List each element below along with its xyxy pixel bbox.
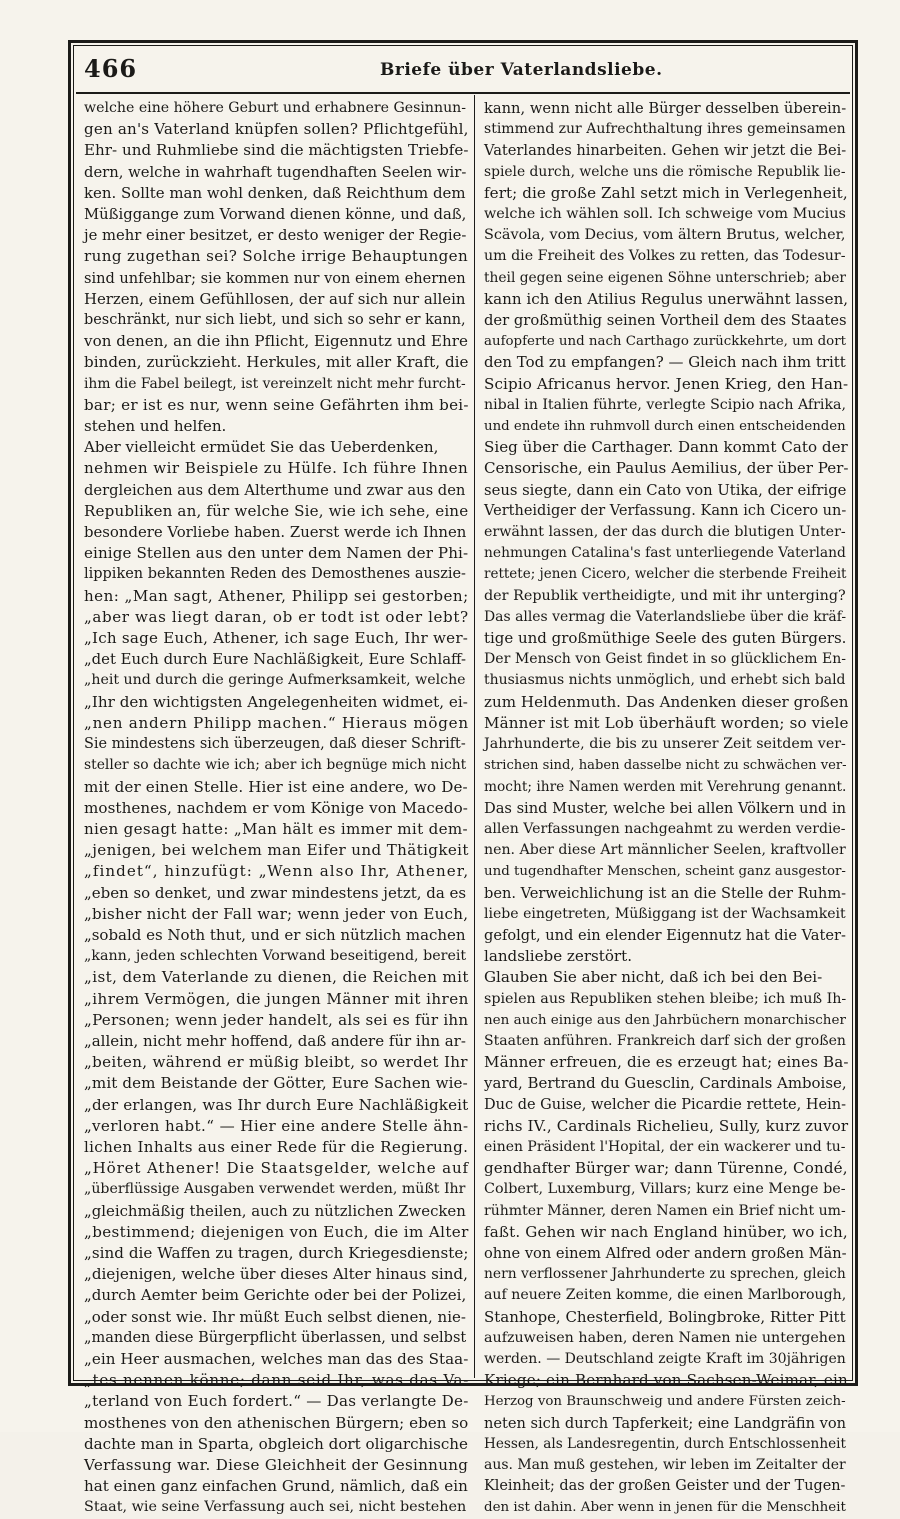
text-line: spiele durch, welche uns die römische Republik lie- [484,163,846,180]
text-line: nen auch einige aus den Jahrbüchern monarchischer [484,1011,846,1028]
text-line: und endete ihn ruhmvoll durch einen entscheidenden [484,419,846,435]
text-line: lippiken bekannten Reden des Demosthenes auszie- [84,566,466,583]
text-line: steller so dachte wie ich; aber ich begnüge mich nicht [84,757,467,774]
text-line: Hessen, als Landesregentin, durch Entschlossenheit [484,1435,846,1452]
text-line: ohne von einem Alfred oder andern großen Män- [484,1244,847,1262]
text-line: „diejenigen, welche über dieses Alter hinaus sind, [84,1265,468,1284]
text-line: Herzog von Braunschweig und andere Fürsten zeich- [484,1394,846,1410]
text-line: rettete; jenen Cicero, welcher die sterbende Freiheit [484,566,847,583]
text-line: „terland von Euch fordert.“ — Das verlangte De- [84,1392,469,1411]
text-line: „det Euch durch Eure Nachläßigkeit, Eure Schlaff- [84,651,467,669]
text-line: nehmen wir Beispiele zu Hülfe. Ich führe Ihnen [84,459,469,478]
text-line: mocht; ihre Namen werden mit Verehrung genannt. [484,778,847,795]
text-line: neten sich durch Tapferkeit; eine Landgräfin von [484,1414,847,1432]
text-line: stimmend zur Aufrechthaltung ihres gemeinsamen [484,121,846,138]
text-line: Herzen, einem Gefühllosen, der auf sich nur allein [84,289,466,308]
text-line: den ist dahin. Aber wenn in jenen für die Menschheit [484,1500,846,1516]
text-line: von denen, an die ihn Pflicht, Eigennutz und Ehre [84,332,468,351]
text-line: auf neuere Zeiten komme, die einen Marlborough, [484,1287,847,1304]
text-line: Scävola, vom Decius, vom ältern Brutus, welcher, [484,227,846,244]
text-line: aus. Man muß gestehen, wir leben im Zeitalter der [484,1457,846,1473]
text-line: einen Präsident l'Hopital, der ein wackerer und tu- [484,1138,846,1155]
text-line: mit der einen Stelle. Hier ist eine andere, wo De- [84,777,468,796]
text-line: mosthenes von den athenischen Bürgern; eben so [84,1413,469,1432]
text-line: Staaten anführen. Frankreich darf sich der großen [484,1032,846,1049]
text-line: seus siegte, dann ein Cato von Utika, der eifrige [484,481,847,499]
running-title: Briefe über Vaterlandsliebe. [380,60,663,80]
text-line: spielen aus Republiken stehen bleibe; ich muß Ih- [484,990,847,1007]
text-line: und tugendhafter Menschen, scheint ganz ausgestor- [484,864,846,880]
text-line: „ist, dem Vaterlande zu dienen, die Reichen mit [84,968,469,987]
text-line: Männer ist mit Lob überhäuft worden; so viele [484,713,849,732]
text-line: sind unfehlbar; sie kommen nur von einem ehernen [84,269,466,287]
text-line: je mehr einer besitzet, er desto weniger der Regie- [84,227,467,245]
text-line: strichen sind, haben dasselbe nicht zu schwächen ver- [484,758,847,774]
text-line: „Ich sage Euch, Athener, ich sage Euch, Ihr wer- [84,629,469,648]
text-line: „ihrem Vermögen, die jungen Männer mit ihren [84,989,469,1008]
text-line: „aber was liegt daran, ob er todt ist oder lebt? [84,607,469,626]
text-line: Colbert, Luxemburg, Villars; kurz eine Menge be- [484,1181,846,1198]
text-line: stehen und helfen. [84,417,227,436]
text-line: Kleinheit; das der großen Geister und der Tugen- [484,1478,846,1495]
text-line: der großmüthig seinen Vortheil dem des Staates [484,312,847,330]
text-line: „jenigen, bei welchem man Eifer und Thätigkeit [84,841,469,860]
text-line: Stanhope, Chesterfield, Bolingbroke, Ritter Pitt [484,1307,846,1326]
text-line: richs IV., Cardinals Richelieu, Sully, kurz zuvor [484,1116,849,1135]
text-line: Das sind Muster, welche bei allen Völkern und in [484,799,847,817]
text-line: Der Mensch von Geist findet in so glücklichem En- [484,651,847,668]
text-line: Jahrhunderte, die bis zu unserer Zeit seitdem ver- [484,736,846,753]
text-line: Männer erfreuen, die es erzeugt hat; eines Ba- [484,1053,849,1072]
text-line: aufzuweisen haben, deren Namen nie untergehen [484,1329,846,1346]
text-line: ben. Verweichlichung ist an die Stelle der Ruhm- [484,884,847,902]
text-line: liebe eingetreten, Müßiggang ist der Wachsamkeit [484,905,846,922]
text-line: binden, zurückzieht. Herkules, mit aller Kraft, die [84,353,469,372]
text-line: der Republik vertheidigte, und mit ihr unterging? [484,587,846,604]
text-line: „kann, jeden schlechten Vorwand beseitigend, bereit [84,948,467,965]
text-line: kann ich den Atilius Regulus unerwähnt lassen, [484,289,849,308]
text-line: „überflüssige Ausgaben verwendet werden, müßt Ihr [84,1181,466,1198]
text-line: „sobald es Noth thut, und er sich nützlich machen [84,925,466,944]
text-line: Ehr- und Ruhmliebe sind die mächtigsten Triebfe- [84,141,469,160]
text-line: ken. Sollte man wohl denken, daß Reichthum dem [84,183,466,202]
text-line: Republiken an, für welche Sie, wie ich sehe, eine [84,501,469,520]
text-line: „der erlangen, was Ihr durch Eure Nachläßigkeit [84,1095,469,1114]
text-line: „manden diese Bürgerpflicht überlassen, und selbst [84,1329,467,1346]
text-line: erwähnt lassen, der das durch die blutigen Unter- [484,524,846,541]
text-line: dergleichen aus dem Alterthume und zwar aus den [84,481,466,499]
text-line: besondere Vorliebe haben. Zuerst werde ich Ihnen [84,523,467,542]
text-line: „mit dem Beistande der Götter, Eure Sachen wie- [84,1074,468,1093]
text-line: fert; die große Zahl setzt mich in Verlegenheit, [484,183,848,202]
text-line: mosthenes, nachdem er vom Könige von Macedo- [84,798,468,817]
text-line: werden. — Deutschland zeigte Kraft im 30jährigen [484,1350,846,1367]
text-line: Sie mindestens sich überzeugen, daß dieser Schrift- [84,736,466,753]
page-number: 466 [84,54,138,83]
text-line: nehmungen Catalina's fast unterliegende Vaterland [484,545,846,562]
text-line: Scipio Africanus hervor. Jenen Krieg, den Han- [484,374,849,393]
column-divider [474,95,475,1378]
text-line: „findet“, hinzufügt: „Wenn also Ihr, Athener, [84,862,470,881]
text-line: Staat, wie seine Verfassung auch sei, nicht bestehen [84,1499,467,1516]
text-line: beschränkt, nur sich liebt, und sich so sehr er kann, [84,312,466,329]
text-line: „Ihr den wichtigsten Angelegenheiten widmet, ei- [84,692,468,711]
text-line: Verfassung war. Diese Gleichheit der Gesinnung [84,1456,469,1474]
text-line: Duc de Guise, welcher die Picardie rettete, Hein- [484,1096,846,1113]
text-line: kann, wenn nicht alle Bürger desselben überein- [484,100,847,117]
text-line: „ein Heer ausmachen, welches man das des Staa- [84,1349,469,1368]
text-line: Kriege; ein Bernhard von Sachsen-Weimar, ein [484,1371,848,1390]
page-header [80,52,846,92]
text-line: „Höret Athener! Die Staatsgelder, welche auf [84,1159,469,1178]
text-line: Censorische, ein Paulus Aemilius, der über Per- [484,459,849,478]
text-line: rühmter Männer, deren Namen ein Brief nicht um- [484,1202,846,1219]
text-line: tige und großmüthige Seele des guten Bürgers. [484,629,847,648]
text-line: theil gegen seine eigenen Söhne unterschrieb; aber [484,269,846,286]
left-column [84,98,470,1516]
text-line: gendhafter Bürger war; dann Türenne, Condé, [484,1159,848,1178]
text-line: „Personen; wenn jeder handelt, als sei es für ihn [84,1010,469,1029]
text-line: welche ich wählen soll. Ich schweige vom Mucius [484,206,846,223]
text-line: „beiten, während er müßig bleibt, so werdet Ihr [84,1053,468,1072]
text-line: rung zugethan sei? Solche irrige Behauptungen [84,247,469,266]
text-line: „bisher nicht der Fall war; wenn jeder von Euch, [84,904,469,923]
text-line: lichen Inhalts aus einer Rede für die Regierung. [84,1137,469,1156]
text-line: Aber vielleicht ermüdet Sie das Ueberdenken, [84,438,439,457]
text-line: bar; er ist es nur, wenn seine Gefährten ihm bei- [84,395,469,414]
text-line: Glauben Sie aber nicht, daß ich bei den Bei- [484,968,823,987]
text-line: den Tod zu empfangen? — Gleich nach ihm tritt [484,353,846,372]
text-line: Sieg über die Carthager. Dann kommt Cato der [484,438,848,457]
text-line: landsliebe zerstört. [484,947,633,966]
text-line: dern, welche in wahrhaft tugendhaften Seelen wir- [84,163,467,181]
right-column [484,98,849,1516]
text-line: „sind die Waffen zu tragen, durch Kriegesdienste; [84,1243,469,1262]
text-line: Müßiggange zum Vorwand dienen könne, und daß, [84,206,467,224]
text-line: zum Heldenmuth. Das Andenken dieser großen [484,692,849,711]
text-line: um die Freiheit des Volkes zu retten, das Todesur- [484,248,846,265]
text-line: hen: „Man sagt, Athener, Philipp sei gestorben; [84,586,469,605]
text-line: welche eine höhere Geburt und erhabnere Gesinnun- [84,100,467,116]
text-line: gen an's Vaterland knüpfen sollen? Pflichtgefühl, [84,120,469,139]
text-line: „tes nennen könne; dann seid Ihr, was das Va- [84,1371,470,1390]
text-line: „bestimmend; diejenigen von Euch, die im Alter [84,1222,469,1241]
text-line: „nen andern Philipp machen.“ Hieraus mögen [84,713,469,732]
text-line: „heit und durch die geringe Aufmerksamkeit, welche [84,672,466,689]
text-line: nen. Aber diese Art männlicher Seelen, kraftvoller [484,842,846,859]
text-line: thusiasmus nichts unmöglich, und erhebt sich bald [484,672,846,689]
text-line: nern verflossener Jahrhunderte zu sprechen, gleich [484,1266,846,1283]
text-line: ihm die Fabel beilegt, ist vereinzelt nicht mehr furcht- [84,375,466,392]
text-line: „allein, nicht mehr hoffend, daß andere für ihn ar- [84,1031,466,1050]
text-line: „durch Aemter beim Gerichte oder bei der Polizei, [84,1286,467,1305]
text-line: faßt. Gehen wir nach England hinüber, wo ich, [484,1222,848,1241]
text-line: Vaterlandes hinarbeiten. Gehen wir jetzt die Bei- [484,142,847,160]
header-rule [76,92,850,94]
text-line: Das alles vermag die Vaterlandsliebe über die kräf- [484,608,847,625]
text-line: „oder sonst wie. Ihr müßt Euch selbst dienen, nie- [84,1307,466,1326]
text-line: „gleichmäßig theilen, auch zu nützlichen Zwecken [84,1201,466,1220]
text-line: yard, Bertrand du Guesclin, Cardinals Amboise, [484,1074,847,1093]
text-line: „eben so denket, und zwar mindestens jetzt, da es [84,883,467,902]
text-line: gefolgt, und ein elender Eigennutz hat die Vater- [484,926,846,944]
text-line: nibal in Italien führte, verlegte Scipio nach Afrika, [484,396,846,413]
text-line: einige Stellen aus den unter dem Namen der Phi- [84,544,469,563]
text-line: „verloren habt.“ — Hier eine andere Stelle ähn- [84,1116,469,1135]
text-line: hat einen ganz einfachen Grund, nämlich, daß ein [84,1477,468,1496]
text-line: Vertheidiger der Verfassung. Kann ich Cicero un- [484,502,847,519]
text-line: nien gesagt hatte: „Man hält es immer mit dem- [84,819,468,838]
text-line: dachte man in Sparta, obgleich dort oligarchische [84,1434,468,1453]
text-line: allen Verfassungen nachgeahmt zu werden verdie- [484,820,846,837]
text-line: aufopferte und nach Carthago zurückkehrte, um dort [484,334,846,350]
